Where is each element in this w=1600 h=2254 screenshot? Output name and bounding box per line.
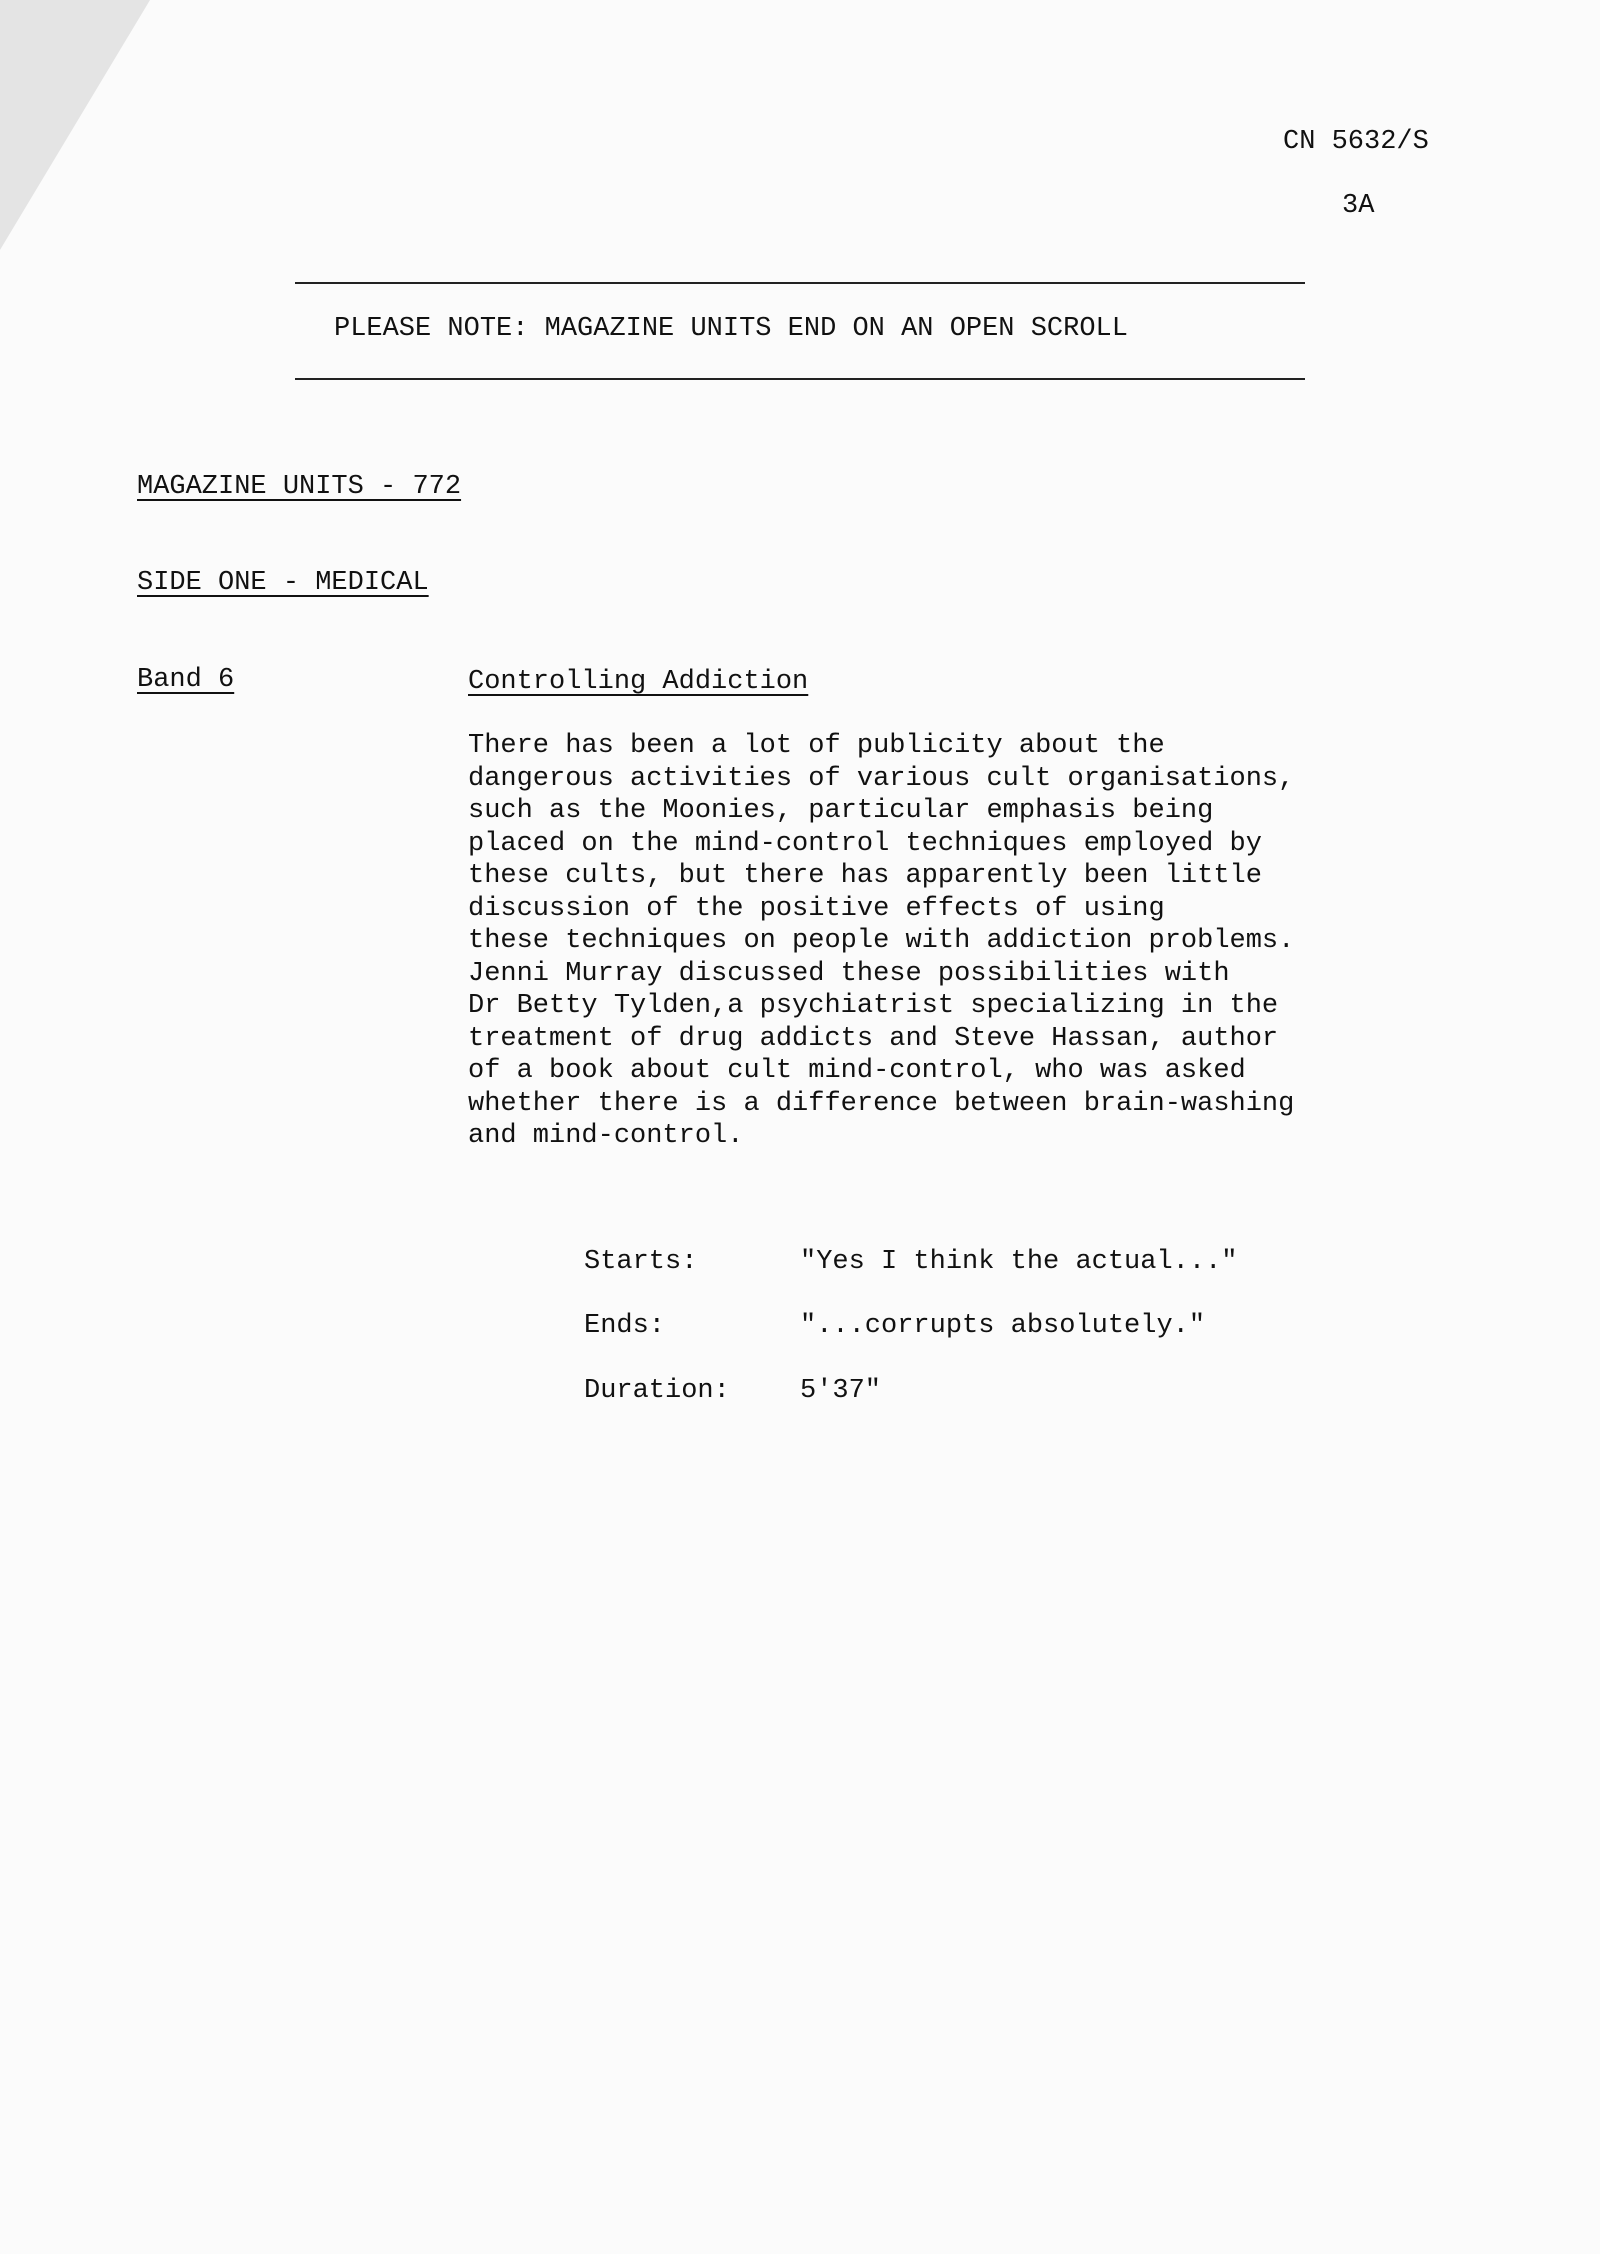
page-corner-fold: [0, 0, 150, 250]
description-line: and mind-control.: [468, 1121, 744, 1151]
description-line: Dr Betty Tylden,a psychiatrist specializing in the: [468, 991, 1279, 1021]
ends-label: Ends:: [584, 1311, 666, 1341]
description-line: these techniques on people with addiction problems.: [468, 926, 1295, 956]
description-line: dangerous activities of various cult organisations,: [468, 763, 1295, 794]
description-line: of a book about cult mind-control, who was asked: [468, 1056, 1246, 1086]
description-line: There has been a lot of publicity about the: [468, 731, 1165, 761]
description-line: such as the Moonies, particular emphasis being: [468, 796, 1214, 826]
band-title: Controlling Addiction: [468, 667, 809, 697]
sheet-number: 3A: [1342, 191, 1375, 221]
description-line: placed on the mind-control techniques employed by: [468, 828, 1262, 859]
magazine-units-heading: MAGAZINE UNITS - 772: [137, 472, 462, 502]
notice-text: PLEASE NOTE: MAGAZINE UNITS END ON AN OPEN SCROLL: [334, 314, 1128, 344]
band-label: Band 6: [137, 665, 235, 695]
description-line: these cults, but there has apparently been little: [468, 861, 1262, 891]
duration-value: 5'37": [800, 1376, 882, 1406]
catalogue-number: CN 5632/S: [1283, 127, 1429, 157]
duration-label: Duration:: [584, 1376, 730, 1406]
starts-label: Starts:: [584, 1247, 698, 1277]
band-description: [468, 730, 1468, 1153]
notice-top-rule: [295, 282, 1305, 284]
notice-bottom-rule: [295, 378, 1305, 380]
starts-value: "Yes I think the actual...": [800, 1247, 1238, 1277]
description-line: Jenni Murray discussed these possibilities with: [468, 958, 1230, 989]
side-heading: SIDE ONE - MEDICAL: [137, 568, 429, 598]
description-line: whether there is a difference between brain-washing: [468, 1088, 1295, 1119]
description-line: treatment of drug addicts and Steve Hassan, author: [468, 1023, 1279, 1054]
ends-value: "...corrupts absolutely.": [800, 1311, 1206, 1341]
description-line: discussion of the positive effects of using: [468, 893, 1165, 924]
